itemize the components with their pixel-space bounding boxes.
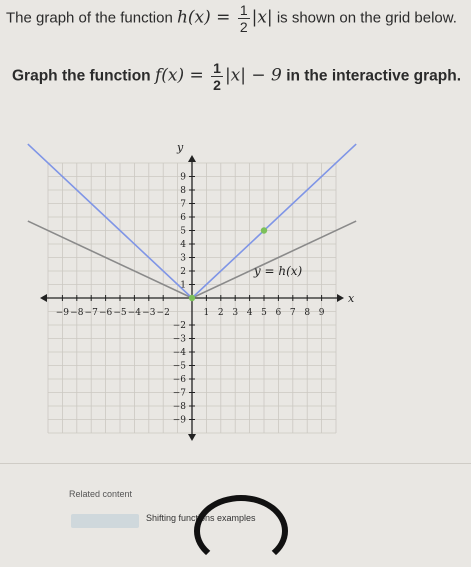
- x-tick-label: −7: [84, 308, 98, 318]
- section-divider: [0, 463, 471, 464]
- x-tick-label: −6: [98, 308, 113, 318]
- y-tick-label: 2: [180, 267, 186, 277]
- x-tick-label: 5: [261, 308, 267, 318]
- y-tick-label: −8: [172, 402, 186, 412]
- x-tick-label: −3: [142, 308, 156, 318]
- x-axis-label: x: [348, 292, 355, 305]
- y-tick-label: −7: [172, 388, 186, 399]
- y-tick-label: −5: [172, 361, 186, 372]
- x-tick-label: −5: [113, 308, 127, 318]
- prompt-fraction: $\frac{1}{2}$: [213, 60, 221, 93]
- x-tick-label: 4: [246, 308, 253, 318]
- x-tick-label: −2: [156, 308, 170, 318]
- x-tick-label: −4: [127, 308, 142, 318]
- y-tick-label: −2: [172, 321, 186, 331]
- loading-arc: [194, 495, 288, 567]
- y-tick-label: 9: [180, 172, 186, 183]
- y-tick-label: 5: [180, 226, 186, 237]
- y-tick-label: 7: [180, 199, 186, 210]
- y-tick-label: 3: [180, 253, 186, 264]
- related-link[interactable]: Shifting functions examples: [146, 513, 256, 523]
- graph-point-1[interactable]: [261, 227, 267, 233]
- related-content-label: Related content: [69, 489, 133, 499]
- intro-text: The graph of the function h(x) = $\frac{1}{2}$ |x| is shown on the grid below.: [6, 2, 457, 35]
- x-tick-label: 3: [232, 308, 239, 318]
- x-tick-label: 2: [217, 308, 224, 318]
- y-tick-label: −9: [172, 415, 186, 426]
- x-tick-label: 9: [318, 308, 325, 318]
- video-thumbnail[interactable]: [71, 514, 139, 528]
- graph-point-0[interactable]: [189, 295, 195, 301]
- h-function-label: y = h(x): [253, 264, 303, 279]
- x-tick-label: −9: [55, 308, 70, 318]
- function-math: f(x) =: [154, 65, 210, 86]
- question-prompt: Graph the function f(x) = $\frac{1}{2}$ |x| − 9 in the interactive graph.: [12, 60, 462, 93]
- y-axis-label: y: [177, 141, 184, 154]
- y-tick-label: −3: [172, 334, 186, 345]
- intro-math: h(x) =: [176, 7, 236, 28]
- interactive-graph[interactable]: [0, 112, 370, 452]
- y-tick-label: 4: [180, 240, 186, 250]
- x-tick-label: 7: [289, 308, 296, 318]
- y-tick-label: −4: [172, 348, 186, 358]
- y-tick-label: 8: [180, 186, 186, 196]
- x-tick-label: 1: [203, 308, 210, 318]
- y-tick-label: −6: [172, 375, 186, 385]
- x-tick-label: 6: [275, 308, 282, 318]
- x-tick-label: −8: [70, 308, 84, 318]
- x-tick-label: 8: [304, 308, 311, 318]
- intro-fraction: $\frac{1}{2}$: [239, 2, 248, 35]
- y-tick-label: 6: [180, 213, 186, 223]
- y-tick-label: 1: [180, 280, 186, 291]
